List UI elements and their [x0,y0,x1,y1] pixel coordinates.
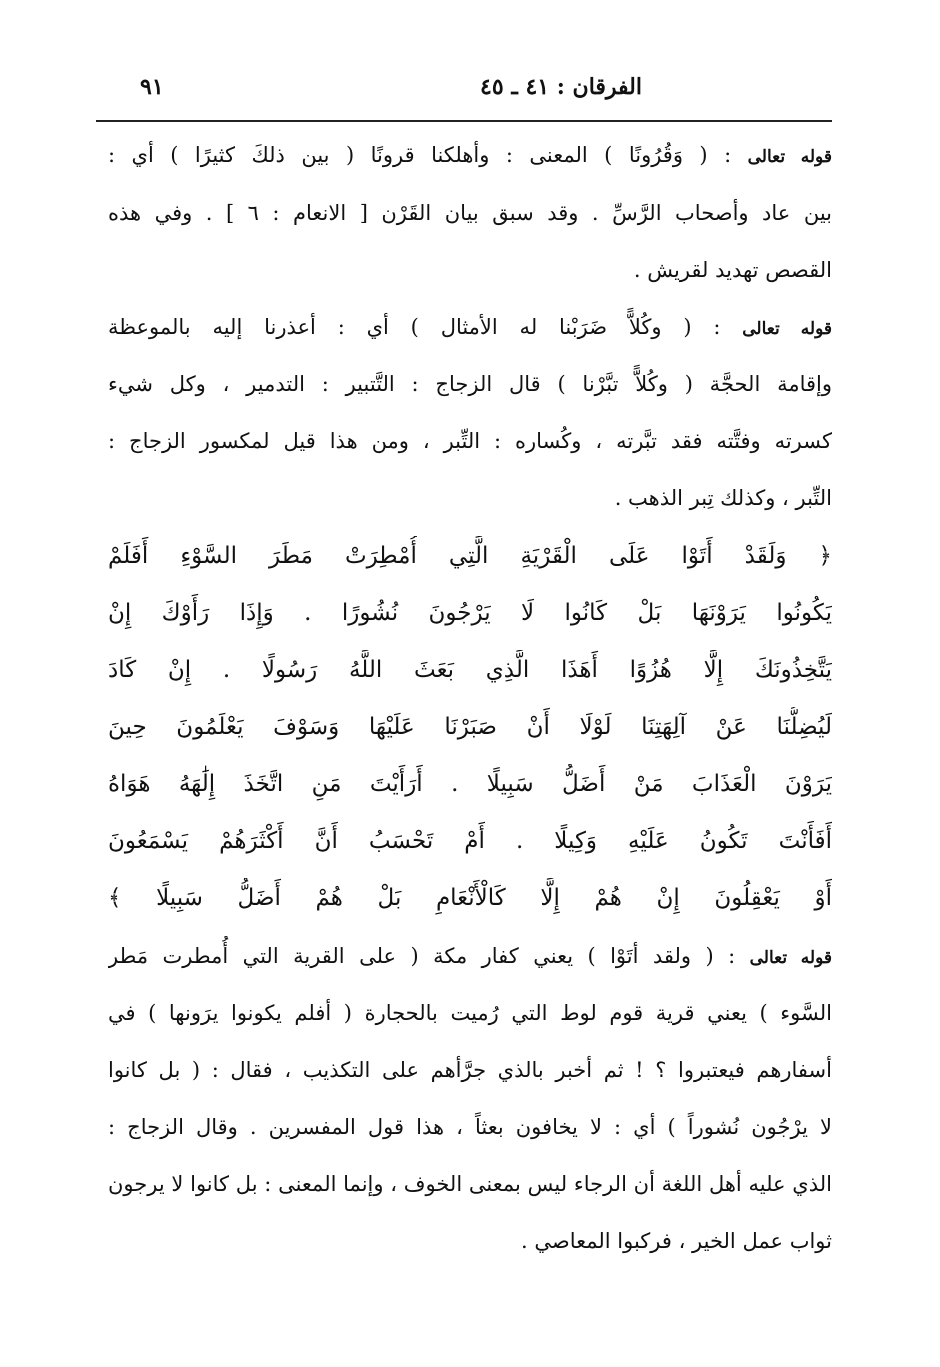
line-text: التِّبر ، وكذلك تِبر الذهب . [614,486,832,510]
page-number: ٩١ [140,74,164,100]
line-text: القصص تهديد لقريش . [633,258,832,282]
text-line [108,307,832,347]
running-title: الفرقان : ٤١ ـ ٤٥ [480,74,642,100]
text-line [108,936,832,976]
line-text: يَتَّخِذُونَكَ إِلَّا هُزُوًا أَهَذَا الَّذِي بَعَثَ اللَّهُ رَسُولًا . إِنْ كَادَ [108,657,832,683]
line-text: وإقامة الحجَّة ( وكُلاًّ تبَّرْنا ) قال الزجاج : التَّتبير : التدمير ، وكل شيء [108,372,832,396]
line-text: أَوْ يَعْقِلُونَ إِنْ هُمْ إِلَّا كَالْأَنْعَامِ بَلْ هُمْ أَضَلُّ سَبِيلًا ﴾ [108,885,832,911]
line-text: : ( وكُلاًّ ضَرَبْنا له الأمثال ) أي : أعذرنا إليه بالموعظة [108,315,721,339]
text-line [108,1050,832,1090]
quran-line [108,764,832,804]
header-rule [96,120,832,122]
line-text: كسرته وفتَّته فقد تبَّرته ، وكُساره : التِّبر ، ومن هذا قيل لمكسور الزجاج : [108,429,832,453]
verse-lead: قوله تعالى [747,147,832,167]
line-text: أسفارهم فيعتبروا ؟ ! ثم أخبر بالذي جرَّأهم على التكذيب ، فقال : ( بل كانوا [108,1058,832,1082]
text-line [108,993,832,1033]
text-line [108,364,832,404]
quran-line [108,707,832,747]
page-header [96,70,832,112]
quran-line [108,821,832,861]
quran-line [108,878,832,918]
line-text: ثواب عمل الخير ، فركبوا المعاصي . [521,1229,832,1253]
line-text: لَيُضِلُّنَا عَنْ آلِهَتِنَا لَوْلَا أَنْ صَبَرْنَا عَلَيْهَا وَسَوْفَ يَعْلَمُونَ حِينَ [108,714,832,740]
text-line [108,421,832,461]
line-text: يَكُونُوا يَرَوْنَهَا بَلْ كَانُوا لَا يَرْجُونَ نُشُورًا . وَإِذَا رَأَوْكَ إِنْ [108,600,832,626]
line-text: بين عاد وأصحاب الرَّسِّ . وقد سبق بيان القَرْن [ الانعام : ٦ ] . وفي هذه [108,201,832,225]
text-line [108,193,832,233]
line-text: يَرَوْنَ الْعَذَابَ مَنْ أَضَلُّ سَبِيلًا . أَرَأَيْتَ مَنِ اتَّخَذَ إِلَٰهَهُ هَوَاهُ [108,771,832,797]
quran-line [108,650,832,690]
line-text: لا يرْجُون نُشوراً ) أي : لا يخافون بعثاً ، هذا قول المفسرين . وقال الزجاج : [108,1115,832,1139]
quran-line [108,536,832,576]
text-line [108,1107,832,1147]
line-text: : ( ولقد أتَوْا ) يعني كفار مكة ( على القرية التي أُمطرت مَطر [108,944,736,968]
line-text: أَفَأَنْتَ تَكُونُ عَلَيْهِ وَكِيلًا . أَمْ تَحْسَبُ أَنَّ أَكْثَرَهُمْ يَسْمَعُونَ [108,828,832,854]
verse-lead: قوله تعالى [749,948,832,968]
text-line [108,135,832,175]
text-line [108,478,832,518]
text-line [108,1221,832,1261]
text-line [108,250,832,290]
line-text: السَّوء ) يعني قرية قوم لوط التي رُميت بالحجارة ( أفلم يكونوا يرَونها ) في [108,1001,832,1025]
line-text: : ( وَقُرُونًا ) المعنى : وأهلكنا قرونًا ( بين ذلكَ كثيرًا ) أي : [108,143,732,167]
verse-lead: قوله تعالى [742,319,832,339]
text-line [108,1164,832,1204]
line-text: ﴿ وَلَقَدْ أَتَوْا عَلَى الْقَرْيَةِ الَّتِي أُمْطِرَتْ مَطَرَ السَّوْءِ أَفَلَمْ [108,543,832,569]
quran-line [108,593,832,633]
line-text: الذي عليه أهل اللغة أن الرجاء ليس بمعنى الخوف ، وإنما المعنى : بل كانوا لا يرجون [108,1172,832,1196]
